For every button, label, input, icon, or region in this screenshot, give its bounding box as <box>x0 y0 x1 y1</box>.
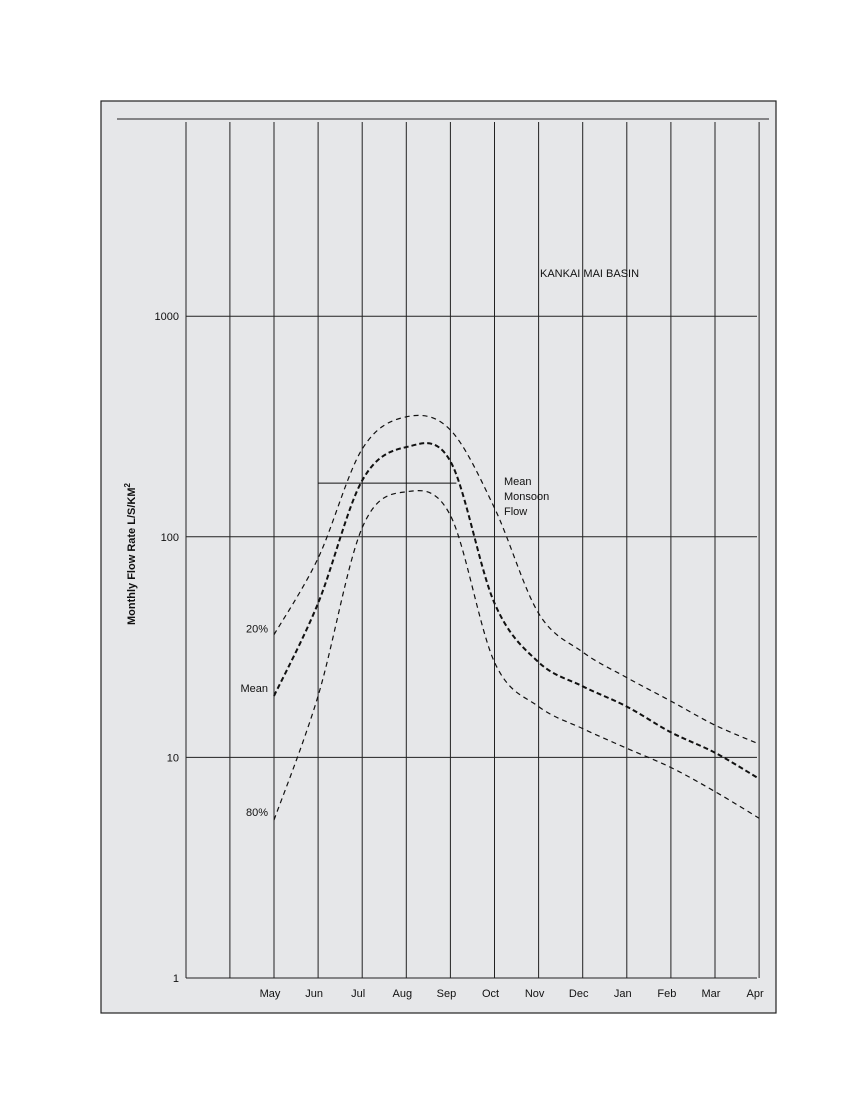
series-label-80pct: 80% <box>245 807 268 820</box>
mean-monsoon-flow-label: Mean <box>504 476 532 488</box>
x-tick-label: May <box>259 988 281 1000</box>
x-tick-label: Sep <box>436 988 457 1000</box>
mean-monsoon-flow-label: Monsoon <box>504 491 550 503</box>
x-tick-label: Jul <box>351 988 366 1000</box>
series-label-mean: Mean <box>240 682 268 695</box>
x-tick-label: Feb <box>657 988 677 1000</box>
mean-monsoon-flow-label: Flow <box>504 506 528 518</box>
y-tick-label: 1000 <box>154 311 179 324</box>
chart-panel <box>101 101 776 1013</box>
x-tick-label: Oct <box>481 988 500 1000</box>
x-tick-label: Jan <box>613 988 632 1000</box>
chart-title: KANKAI MAI BASIN <box>540 268 640 280</box>
x-tick-label: Aug <box>392 988 413 1000</box>
y-tick-label: 10 <box>166 752 179 765</box>
y-axis-label <box>123 483 138 626</box>
x-tick-label: Mar <box>701 988 721 1000</box>
x-tick-label: Dec <box>568 988 589 1000</box>
series-label-20pct: 20% <box>245 623 268 636</box>
y-axis-label-superscript: 2 <box>123 483 132 488</box>
x-tick-label: Nov <box>524 988 545 1000</box>
y-tick-label: 1 <box>172 973 179 985</box>
y-tick-label: 100 <box>160 531 179 544</box>
x-tick-label: Apr <box>746 988 764 1000</box>
y-axis-label-text: Monthly Flow Rate L/S/KM <box>126 487 138 625</box>
x-tick-label: Jun <box>305 988 323 1000</box>
